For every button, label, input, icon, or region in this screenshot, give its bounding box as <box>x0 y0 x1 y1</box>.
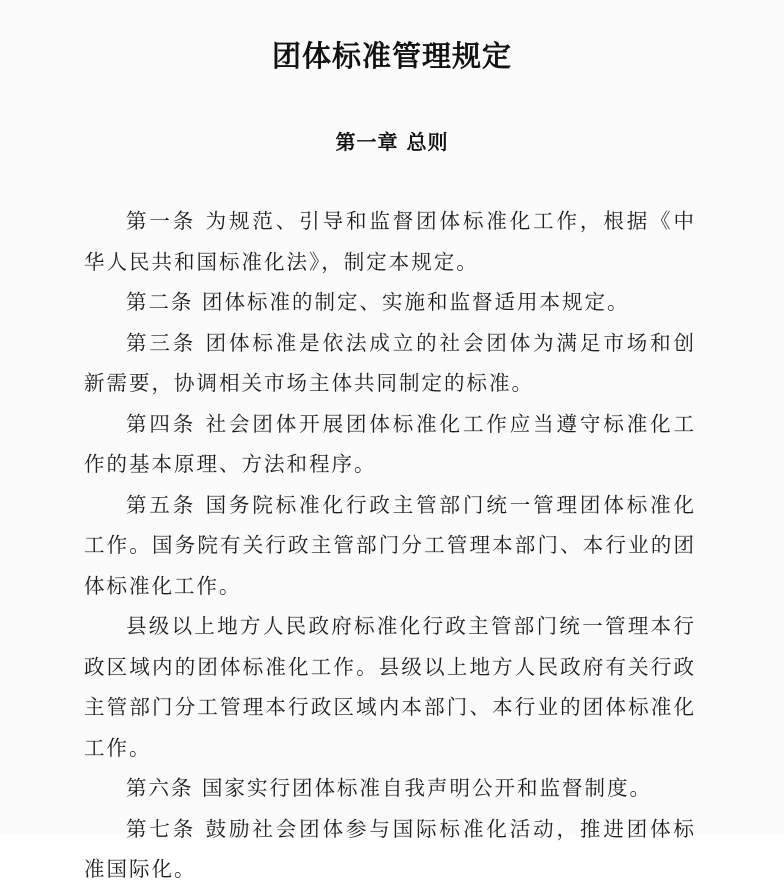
article-7: 第七条 鼓励社会团体参与国际标准化活动，推进团体标准国际化。 <box>84 816 696 881</box>
document-title: 团体标准管理规定 <box>271 39 512 73</box>
article-1: 第一条 为规范、引导和监督团体标准化工作，根据《中华人民共和国标准化法》，制定本规定。 <box>84 209 696 274</box>
document-body <box>84 201 696 890</box>
article-2: 第二条 团体标准的制定、实施和监督适用本规定。 <box>126 290 630 314</box>
article-4: 第四条 社会团体开展团体标准化工作应当遵守标准化工作的基本原理、方法和程序。 <box>84 411 696 476</box>
article-6: 第六条 国家实行团体标准自我声明公开和监督制度。 <box>126 776 653 800</box>
article-5-paragraph-2: 县级以上地方人民政府标准化行政主管部门统一管理本行政区域内的团体标准化工作。县级以上地方人民政府有关行政主管部门分工管理本行政区域内本部门、本行业的团体标准化工作。 <box>84 614 696 760</box>
chapter-heading: 第一章 总则 <box>335 130 449 154</box>
article-3: 第三条 团体标准是依法成立的社会团体为满足市场和创新需要，协调相关市场主体共同制定的标准。 <box>84 330 696 395</box>
article-5: 第五条 国务院标准化行政主管部门统一管理团体标准化工作。国务院有关行政主管部门分工管理本部门、本行业的团体标准化工作。 <box>84 492 696 598</box>
